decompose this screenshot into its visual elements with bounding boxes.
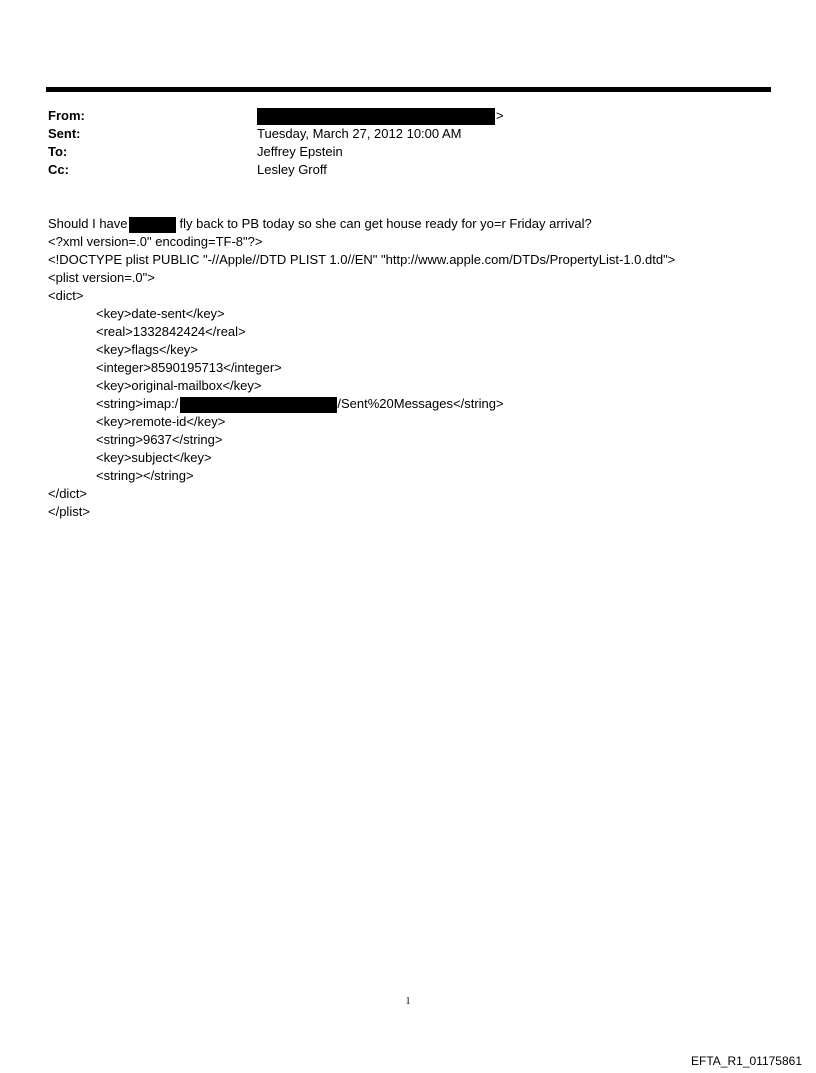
sent-value: Tuesday, March 27, 2012 10:00 AM <box>257 126 462 141</box>
email-body <box>48 215 675 521</box>
plist-entry: <string>9637</string> <box>96 432 223 447</box>
cc-value: Lesley Groff <box>257 162 327 177</box>
dict-close: </dict> <box>48 486 88 501</box>
imap-line <box>48 395 675 413</box>
doctype-line: <!DOCTYPE plist PUBLIC "-//Apple//DTD PLIST 1.0//EN" "http://www.apple.com/DTDs/PropertyList-1.0.dtd"> <box>48 252 676 267</box>
from-value <box>257 107 504 125</box>
to-label: To: <box>48 144 68 159</box>
xml-declaration: <?xml version=.0" encoding=TF-8"?> <box>48 234 263 249</box>
dict-open: <dict> <box>48 288 84 303</box>
plist-entry: <key>date-sent</key> <box>96 306 225 321</box>
document-id: EFTA_R1_01175861 <box>691 1054 802 1068</box>
plist-open: <plist version=.0"> <box>48 270 155 285</box>
plist-entry: <key>original-mailbox</key> <box>96 378 262 393</box>
plist-entry: <string></string> <box>96 468 194 483</box>
message-line <box>48 215 675 233</box>
plist-close: </plist> <box>48 504 90 519</box>
plist-entry: <key>remote-id</key> <box>96 414 226 429</box>
message-text-start: Should I have <box>48 216 128 231</box>
sent-label: Sent: <box>48 126 81 141</box>
cc-label: Cc: <box>48 162 69 177</box>
message-text-end: fly back to PB today so she can get house ready for yo=r Friday arrival? <box>179 216 592 231</box>
from-label: From: <box>48 108 85 123</box>
redaction-box <box>129 217 176 233</box>
redaction-box <box>257 108 495 125</box>
plist-entry: <key>subject</key> <box>96 450 212 465</box>
to-value: Jeffrey Epstein <box>257 144 343 159</box>
from-tail: > <box>496 108 504 123</box>
header-rule <box>46 87 771 92</box>
plist-entry: <key>flags</key> <box>96 342 198 357</box>
plist-entry: <real>1332842424</real> <box>96 324 246 339</box>
imap-start: <string>imap:/ <box>96 396 179 411</box>
page-number: 1 <box>405 996 411 1007</box>
redaction-box <box>180 397 337 413</box>
imap-end: /Sent%20Messages</string> <box>337 396 504 411</box>
plist-entry: <integer>8590195713</integer> <box>96 360 282 375</box>
